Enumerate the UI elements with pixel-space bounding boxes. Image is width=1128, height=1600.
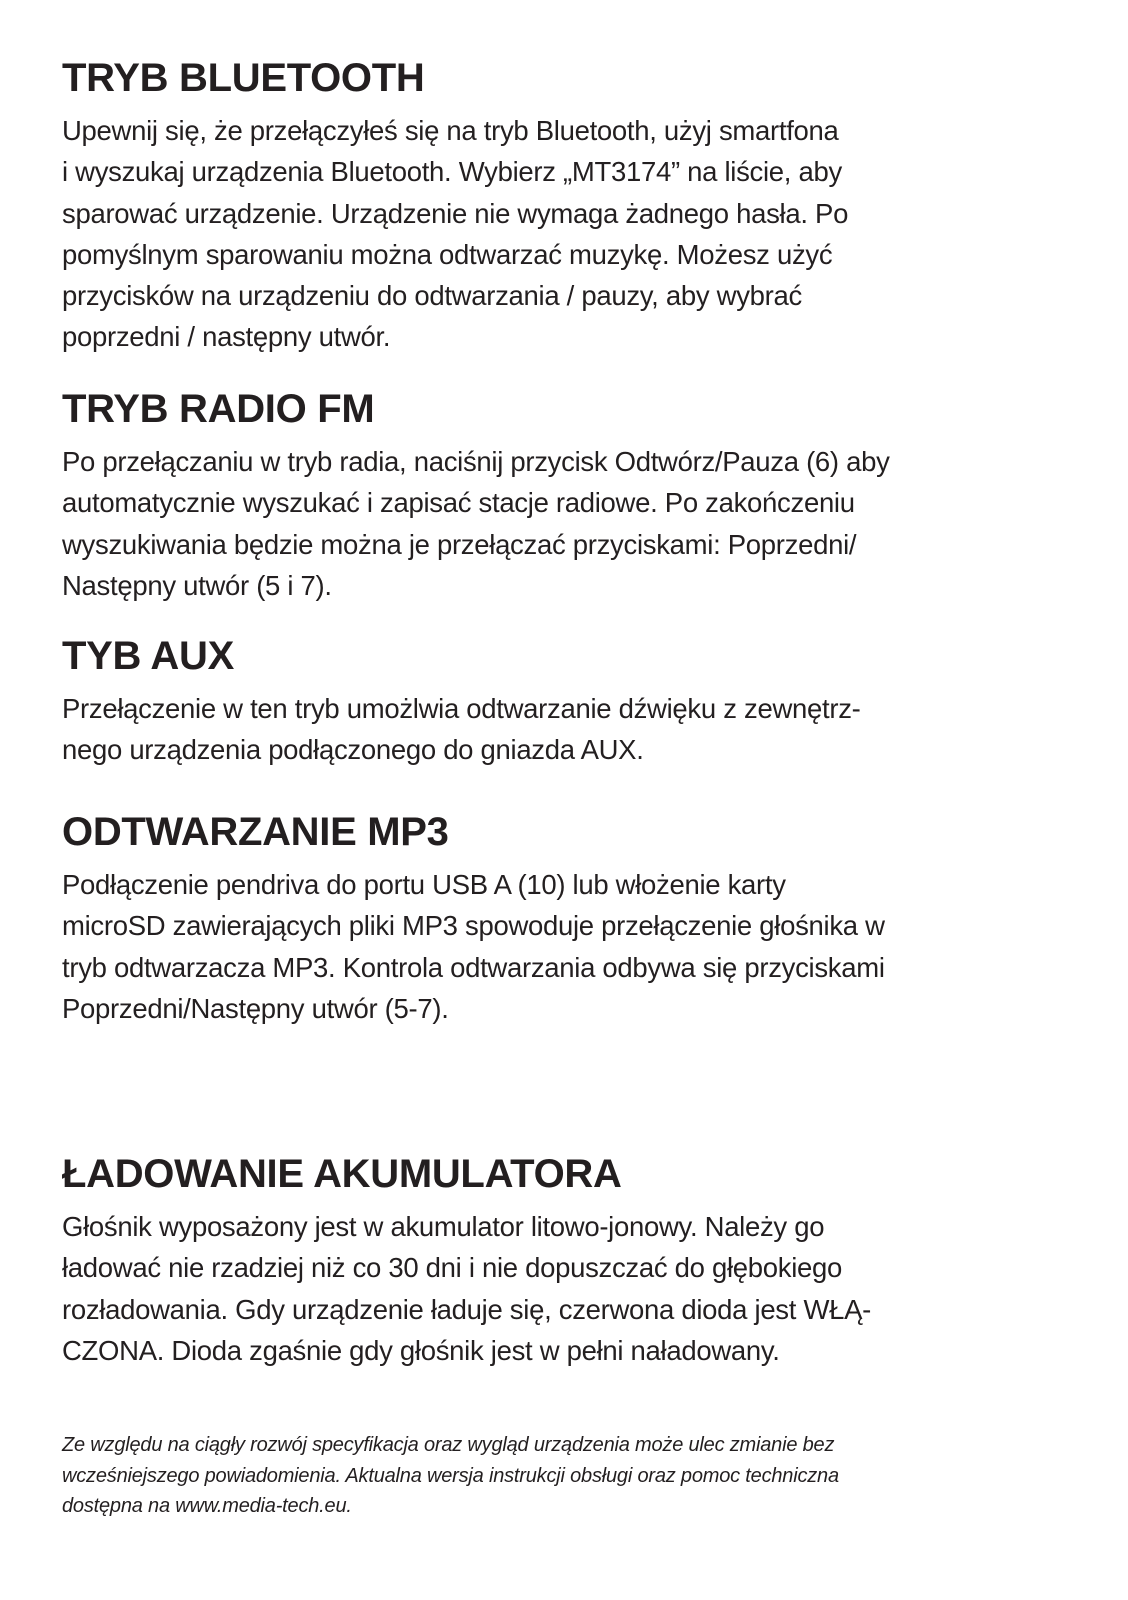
section-bluetooth [62,54,1072,358]
section-mp3 [62,808,1072,1029]
footnote-line: wcześniejszego powiadomienia. Aktualna wersja instrukcji obsługi oraz pomoc techniczna [62,1464,839,1487]
section-heading: TRYB BLUETOOTH [62,56,425,100]
footnote-line: dostępna na www.media-tech.eu. [62,1495,352,1517]
body-line: wyszukiwania będzie można je przełączać przyciskami: Poprzedni/ [62,528,857,560]
body-line: Podłączenie pendriva do portu USB A (10) lub włożenie karty [62,869,786,900]
body-line: ładować nie rzadziej niż co 30 dni i nie dopuszczać do głębokiego [62,1252,843,1284]
body-line: tryb odtwarzacza MP3. Kontrola odtwarzania odbywa się przyciskami [62,951,885,983]
body-line: CZONA. Dioda zgaśnie gdy głośnik jest w pełni naładowany. [62,1334,780,1366]
body-line: Upewnij się, że przełączyłeś się na tryb Bluetooth, użyj smartfona [62,115,839,146]
section-body [62,441,1072,606]
body-line: poprzedni / następny utwór. [62,321,391,353]
section-body [62,1206,1072,1371]
section-body [62,688,1072,771]
section-heading: ŁADOWANIE AKUMULATORA [62,1152,622,1196]
body-line: pomyślnym sparowaniu można odtwarzać muzykę. Możesz użyć [62,238,833,270]
section-heading: TYB AUX [62,634,234,678]
section-body [62,864,1072,1029]
section-battery-charging [62,1150,1072,1371]
section-body [62,110,1072,358]
body-line: microSD zawierających pliki MP3 spowoduje przełączenie głośnika w [62,910,885,942]
body-line: Przełączenie w ten tryb umożlwia odtwarzanie dźwięku z zewnętrz- [62,693,861,724]
body-line: automatycznie wyszukać i zapisać stacje radiowe. Po zakończeniu [62,487,855,519]
body-line: przycisków na urządzeniu do odtwarzania / pauzy, aby wybrać [62,280,802,312]
body-line: Następny utwór (5 i 7). [62,569,332,601]
body-line: sparować urządzenie. Urządzenie nie wymaga żadnego hasła. Po [62,197,849,229]
body-line: Poprzedni/Następny utwór (5-7). [62,992,449,1024]
body-line: rozładowania. Gdy urządzenie ładuje się, czerwona dioda jest WŁĄ- [62,1293,871,1325]
body-line: nego urządzenia podłączonego do gniazda AUX. [62,734,644,766]
body-line: Głośnik wyposażony jest w akumulator litowo-jonowy. Należy go [62,1211,825,1242]
section-heading: ODTWARZANIE MP3 [62,810,449,854]
body-line: Po przełączaniu w tryb radia, naciśnij przycisk Odtwórz/Pauza (6) aby [62,446,890,477]
section-radio-fm [62,385,1072,606]
footnote-line: Ze względu na ciągły rozwój specyfikacja oraz wygląd urządzenia może ulec zmianie bez [62,1434,835,1456]
disclaimer-footnote [62,1430,1072,1522]
section-aux [62,632,1072,771]
section-heading: TRYB RADIO FM [62,387,375,431]
body-line: i wyszukaj urządzenia Bluetooth. Wybierz „MT3174” na liście, aby [62,156,842,188]
